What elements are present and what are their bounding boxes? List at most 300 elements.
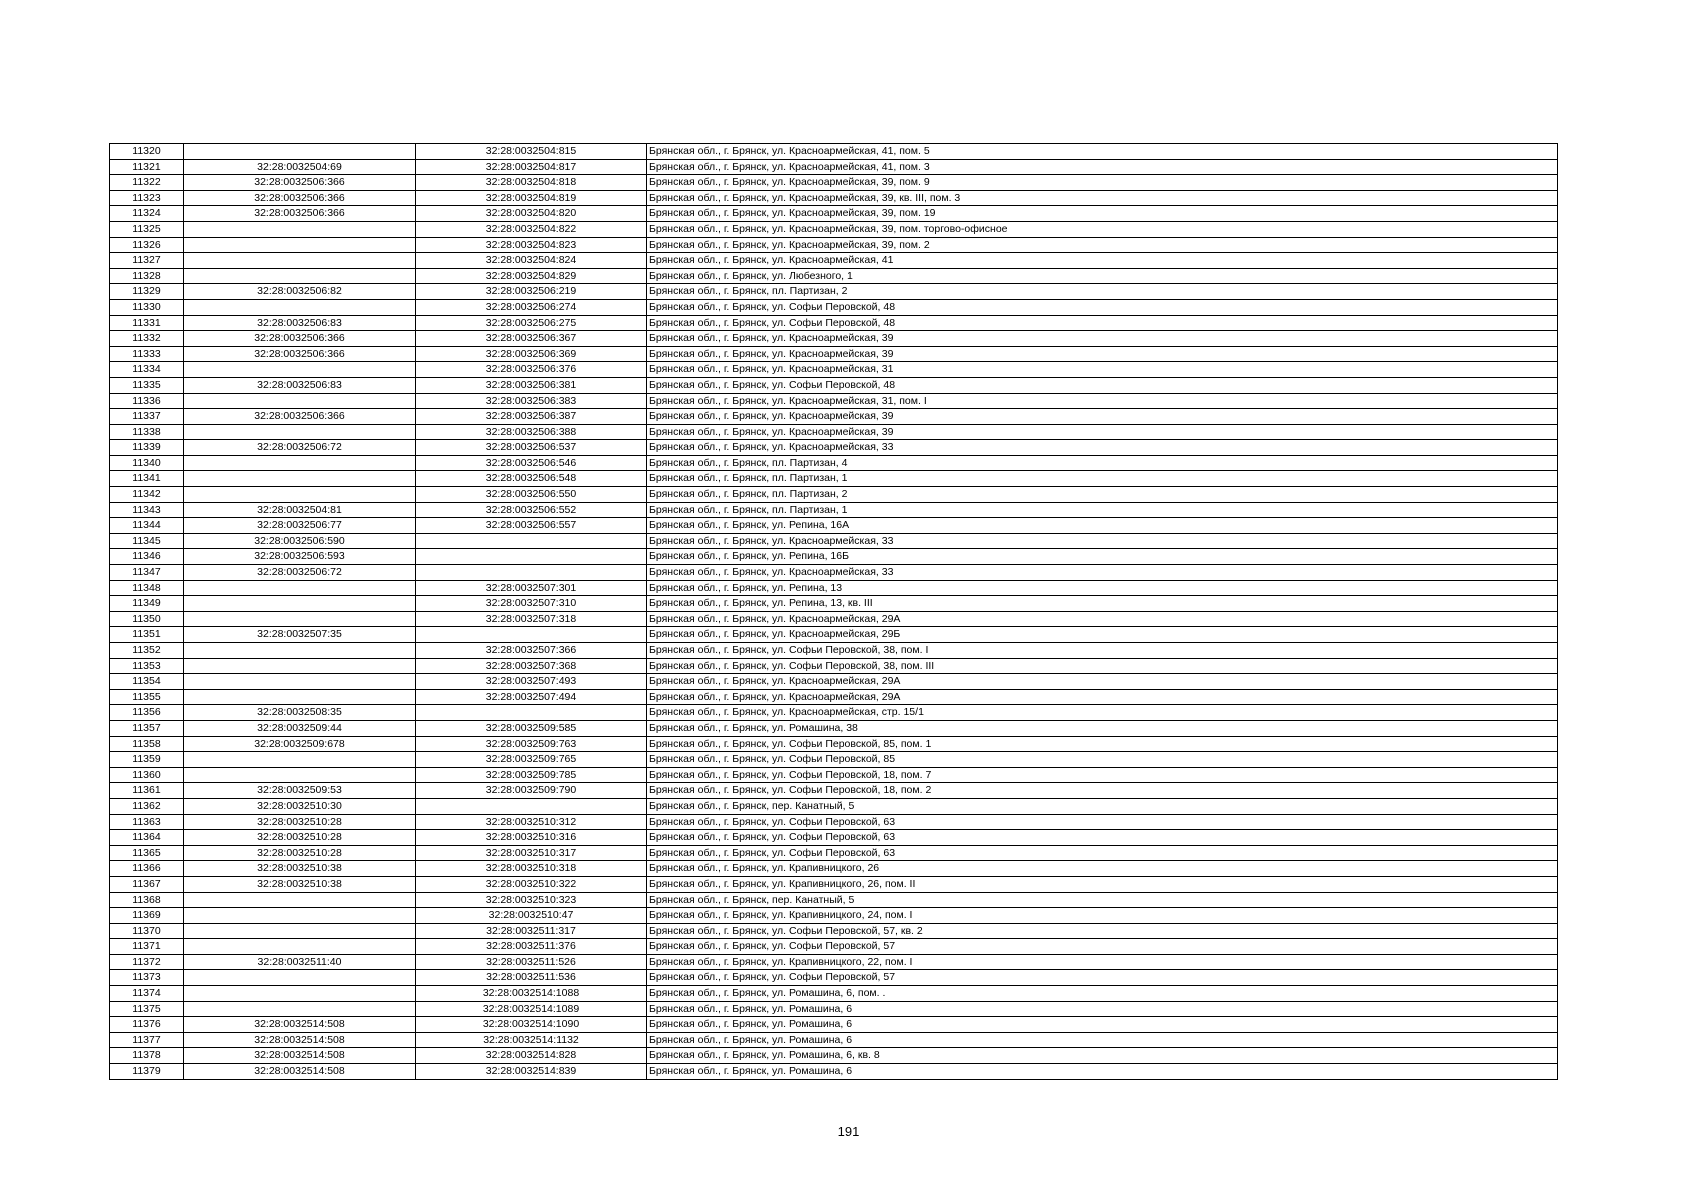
object-cadastral-number-cell: [416, 533, 647, 549]
object-cadastral-number-cell: 32:28:0032509:790: [416, 783, 647, 799]
land-cadastral-number-cell: [184, 596, 416, 612]
table-row: [110, 253, 1558, 269]
address-cell: Брянская обл., г. Брянск, ул. Красноармейская, 33: [647, 565, 1558, 581]
row-number-cell: 11336: [110, 393, 184, 409]
land-cadastral-number-cell: 32:28:0032504:69: [184, 159, 416, 175]
land-cadastral-number-cell: 32:28:0032514:508: [184, 1048, 416, 1064]
land-cadastral-number-cell: [184, 1001, 416, 1017]
table-row: [110, 1064, 1558, 1080]
land-cadastral-number-cell: [184, 767, 416, 783]
object-cadastral-number-cell: 32:28:0032514:828: [416, 1048, 647, 1064]
table-row: [110, 986, 1558, 1002]
address-cell: Брянская обл., г. Брянск, ул. Ромашина, 38: [647, 720, 1558, 736]
row-number-cell: 11342: [110, 487, 184, 503]
row-number-cell: 11369: [110, 908, 184, 924]
row-number-cell: 11345: [110, 533, 184, 549]
object-cadastral-number-cell: 32:28:0032506:274: [416, 299, 647, 315]
object-cadastral-number-cell: 32:28:0032506:376: [416, 362, 647, 378]
object-cadastral-number-cell: 32:28:0032511:376: [416, 939, 647, 955]
object-cadastral-number-cell: [416, 798, 647, 814]
land-cadastral-number-cell: 32:28:0032506:72: [184, 565, 416, 581]
address-cell: Брянская обл., г. Брянск, пл. Партизан, 2: [647, 487, 1558, 503]
address-cell: Брянская обл., г. Брянск, ул. Крапивницкого, 24, пом. I: [647, 908, 1558, 924]
address-cell: Брянская обл., г. Брянск, пл. Партизан, 4: [647, 455, 1558, 471]
table-row: [110, 549, 1558, 565]
table-row: [110, 658, 1558, 674]
land-cadastral-number-cell: [184, 362, 416, 378]
table-row: [110, 643, 1558, 659]
table-row: [110, 923, 1558, 939]
object-cadastral-number-cell: 32:28:0032504:822: [416, 221, 647, 237]
table-row: [110, 1017, 1558, 1033]
land-cadastral-number-cell: [184, 237, 416, 253]
address-cell: Брянская обл., г. Брянск, ул. Софьи Перовской, 48: [647, 377, 1558, 393]
row-number-cell: 11378: [110, 1048, 184, 1064]
address-cell: Брянская обл., г. Брянск, ул. Красноармейская, 29А: [647, 674, 1558, 690]
table-row: [110, 752, 1558, 768]
row-number-cell: 11329: [110, 284, 184, 300]
row-number-cell: 11330: [110, 299, 184, 315]
land-cadastral-number-cell: [184, 221, 416, 237]
object-cadastral-number-cell: 32:28:0032504:818: [416, 175, 647, 191]
table-row: [110, 1048, 1558, 1064]
row-number-cell: 11352: [110, 643, 184, 659]
table-row: [110, 892, 1558, 908]
row-number-cell: 11351: [110, 627, 184, 643]
table-row: [110, 565, 1558, 581]
land-cadastral-number-cell: 32:28:0032504:81: [184, 502, 416, 518]
address-cell: Брянская обл., г. Брянск, ул. Софьи Перовской, 18, пом. 7: [647, 767, 1558, 783]
address-cell: Брянская обл., г. Брянск, ул. Красноармейская, 39: [647, 331, 1558, 347]
row-number-cell: 11321: [110, 159, 184, 175]
land-cadastral-number-cell: 32:28:0032507:35: [184, 627, 416, 643]
address-cell: Брянская обл., г. Брянск, ул. Софьи Перовской, 48: [647, 315, 1558, 331]
table-row: [110, 346, 1558, 362]
address-cell: Брянская обл., г. Брянск, ул. Красноармейская, 39, пом. 19: [647, 206, 1558, 222]
object-cadastral-number-cell: 32:28:0032510:317: [416, 845, 647, 861]
row-number-cell: 11328: [110, 268, 184, 284]
object-cadastral-number-cell: 32:28:0032510:316: [416, 830, 647, 846]
address-cell: Брянская обл., г. Брянск, пер. Канатный, 5: [647, 892, 1558, 908]
address-cell: Брянская обл., г. Брянск, ул. Софьи Перовской, 18, пом. 2: [647, 783, 1558, 799]
row-number-cell: 11362: [110, 798, 184, 814]
address-cell: Брянская обл., г. Брянск, ул. Красноармейская, 39: [647, 424, 1558, 440]
object-cadastral-number-cell: 32:28:0032507:366: [416, 643, 647, 659]
table-row: [110, 611, 1558, 627]
object-cadastral-number-cell: 32:28:0032509:785: [416, 767, 647, 783]
table-row: [110, 939, 1558, 955]
object-cadastral-number-cell: 32:28:0032514:1132: [416, 1032, 647, 1048]
table-row: [110, 954, 1558, 970]
row-number-cell: 11371: [110, 939, 184, 955]
object-cadastral-number-cell: 32:28:0032510:312: [416, 814, 647, 830]
land-cadastral-number-cell: 32:28:0032506:366: [184, 331, 416, 347]
object-cadastral-number-cell: 32:28:0032507:368: [416, 658, 647, 674]
row-number-cell: 11372: [110, 954, 184, 970]
address-cell: Брянская обл., г. Брянск, пл. Партизан, 1: [647, 502, 1558, 518]
land-cadastral-number-cell: 32:28:0032510:28: [184, 814, 416, 830]
address-cell: Брянская обл., г. Брянск, ул. Крапивницкого, 22, пом. I: [647, 954, 1558, 970]
row-number-cell: 11370: [110, 923, 184, 939]
row-number-cell: 11340: [110, 455, 184, 471]
land-cadastral-number-cell: 32:28:0032510:28: [184, 830, 416, 846]
land-cadastral-number-cell: 32:28:0032506:366: [184, 175, 416, 191]
object-cadastral-number-cell: 32:28:0032504:824: [416, 253, 647, 269]
table-row: [110, 1001, 1558, 1017]
row-number-cell: 11333: [110, 346, 184, 362]
table-row: [110, 206, 1558, 222]
land-cadastral-number-cell: 32:28:0032508:35: [184, 705, 416, 721]
table-row: [110, 299, 1558, 315]
row-number-cell: 11368: [110, 892, 184, 908]
table-row: [110, 159, 1558, 175]
land-cadastral-number-cell: 32:28:0032510:30: [184, 798, 416, 814]
row-number-cell: 11366: [110, 861, 184, 877]
object-cadastral-number-cell: 32:28:0032510:322: [416, 876, 647, 892]
row-number-cell: 11356: [110, 705, 184, 721]
table-row: [110, 861, 1558, 877]
land-cadastral-number-cell: 32:28:0032506:83: [184, 377, 416, 393]
row-number-cell: 11332: [110, 331, 184, 347]
land-cadastral-number-cell: [184, 939, 416, 955]
land-cadastral-number-cell: 32:28:0032506:83: [184, 315, 416, 331]
address-cell: Брянская обл., г. Брянск, ул. Красноармейская, 39, пом. 9: [647, 175, 1558, 191]
object-cadastral-number-cell: 32:28:0032511:526: [416, 954, 647, 970]
address-cell: Брянская обл., г. Брянск, ул. Софьи Перовской, 38, пом. III: [647, 658, 1558, 674]
table-row: [110, 268, 1558, 284]
row-number-cell: 11334: [110, 362, 184, 378]
table-row: [110, 424, 1558, 440]
land-cadastral-number-cell: [184, 471, 416, 487]
row-number-cell: 11322: [110, 175, 184, 191]
land-cadastral-number-cell: 32:28:0032506:590: [184, 533, 416, 549]
table-row: [110, 845, 1558, 861]
object-cadastral-number-cell: [416, 705, 647, 721]
object-cadastral-number-cell: 32:28:0032506:367: [416, 331, 647, 347]
row-number-cell: 11359: [110, 752, 184, 768]
object-cadastral-number-cell: 32:28:0032510:323: [416, 892, 647, 908]
row-number-cell: 11361: [110, 783, 184, 799]
land-cadastral-number-cell: 32:28:0032506:82: [184, 284, 416, 300]
table-row: [110, 331, 1558, 347]
table-row: [110, 908, 1558, 924]
table-row: [110, 798, 1558, 814]
table-row: [110, 970, 1558, 986]
table-row: [110, 1032, 1558, 1048]
object-cadastral-number-cell: 32:28:0032506:546: [416, 455, 647, 471]
row-number-cell: 11346: [110, 549, 184, 565]
address-cell: Брянская обл., г. Брянск, ул. Красноармейская, 33: [647, 533, 1558, 549]
land-cadastral-number-cell: [184, 393, 416, 409]
row-number-cell: 11335: [110, 377, 184, 393]
object-cadastral-number-cell: 32:28:0032506:219: [416, 284, 647, 300]
address-cell: Брянская обл., г. Брянск, ул. Красноармейская, 29Б: [647, 627, 1558, 643]
land-cadastral-number-cell: [184, 908, 416, 924]
address-cell: Брянская обл., г. Брянск, ул. Софьи Перовской, 38, пом. I: [647, 643, 1558, 659]
object-cadastral-number-cell: 32:28:0032504:820: [416, 206, 647, 222]
land-cadastral-number-cell: [184, 658, 416, 674]
table-row: [110, 736, 1558, 752]
object-cadastral-number-cell: 32:28:0032506:369: [416, 346, 647, 362]
object-cadastral-number-cell: 32:28:0032504:819: [416, 190, 647, 206]
address-cell: Брянская обл., г. Брянск, ул. Ромашина, 6: [647, 1032, 1558, 1048]
address-cell: Брянская обл., г. Брянск, ул. Красноармейская, 41: [647, 253, 1558, 269]
address-cell: Брянская обл., г. Брянск, ул. Софьи Перовской, 48: [647, 299, 1558, 315]
address-cell: Брянская обл., г. Брянск, ул. Красноармейская, 31: [647, 362, 1558, 378]
object-cadastral-number-cell: 32:28:0032504:823: [416, 237, 647, 253]
address-cell: Брянская обл., г. Брянск, ул. Красноармейская, 31, пом. I: [647, 393, 1558, 409]
row-number-cell: 11375: [110, 1001, 184, 1017]
address-cell: Брянская обл., г. Брянск, ул. Софьи Перовской, 63: [647, 814, 1558, 830]
land-cadastral-number-cell: 32:28:0032510:28: [184, 845, 416, 861]
land-cadastral-number-cell: 32:28:0032514:508: [184, 1064, 416, 1080]
land-cadastral-number-cell: [184, 144, 416, 160]
table-row: [110, 221, 1558, 237]
address-cell: Брянская обл., г. Брянск, ул. Красноармейская, 39, пом. 2: [647, 237, 1558, 253]
object-cadastral-number-cell: 32:28:0032507:494: [416, 689, 647, 705]
land-cadastral-number-cell: 32:28:0032510:38: [184, 876, 416, 892]
row-number-cell: 11355: [110, 689, 184, 705]
object-cadastral-number-cell: 32:28:0032514:1088: [416, 986, 647, 1002]
object-cadastral-number-cell: 32:28:0032509:763: [416, 736, 647, 752]
object-cadastral-number-cell: 32:28:0032507:493: [416, 674, 647, 690]
row-number-cell: 11364: [110, 830, 184, 846]
row-number-cell: 11341: [110, 471, 184, 487]
table-row: [110, 144, 1558, 160]
table-row: [110, 409, 1558, 425]
row-number-cell: 11337: [110, 409, 184, 425]
object-cadastral-number-cell: 32:28:0032510:318: [416, 861, 647, 877]
object-cadastral-number-cell: 32:28:0032514:1089: [416, 1001, 647, 1017]
row-number-cell: 11365: [110, 845, 184, 861]
table-row: [110, 720, 1558, 736]
object-cadastral-number-cell: 32:28:0032506:275: [416, 315, 647, 331]
address-cell: Брянская обл., г. Брянск, ул. Репина, 16Б: [647, 549, 1558, 565]
table-row: [110, 455, 1558, 471]
address-cell: Брянская обл., г. Брянск, ул. Красноармейская, стр. 15/1: [647, 705, 1558, 721]
row-number-cell: 11373: [110, 970, 184, 986]
row-number-cell: 11326: [110, 237, 184, 253]
object-cadastral-number-cell: 32:28:0032506:552: [416, 502, 647, 518]
table-row: [110, 175, 1558, 191]
address-cell: Брянская обл., г. Брянск, ул. Репина, 16А: [647, 518, 1558, 534]
object-cadastral-number-cell: 32:28:0032510:47: [416, 908, 647, 924]
row-number-cell: 11349: [110, 596, 184, 612]
table-row: [110, 767, 1558, 783]
land-cadastral-number-cell: 32:28:0032506:593: [184, 549, 416, 565]
table-row: [110, 596, 1558, 612]
table-row: [110, 190, 1558, 206]
object-cadastral-number-cell: 32:28:0032506:557: [416, 518, 647, 534]
address-cell: Брянская обл., г. Брянск, ул. Репина, 13: [647, 580, 1558, 596]
row-number-cell: 11344: [110, 518, 184, 534]
land-cadastral-number-cell: 32:28:0032506:366: [184, 206, 416, 222]
object-cadastral-number-cell: 32:28:0032509:585: [416, 720, 647, 736]
object-cadastral-number-cell: 32:28:0032506:550: [416, 487, 647, 503]
land-cadastral-number-cell: [184, 892, 416, 908]
land-cadastral-number-cell: 32:28:0032511:40: [184, 954, 416, 970]
row-number-cell: 11347: [110, 565, 184, 581]
table-row: [110, 471, 1558, 487]
land-cadastral-number-cell: [184, 268, 416, 284]
land-cadastral-number-cell: [184, 611, 416, 627]
row-number-cell: 11320: [110, 144, 184, 160]
land-cadastral-number-cell: [184, 643, 416, 659]
object-cadastral-number-cell: 32:28:0032506:381: [416, 377, 647, 393]
table-row: [110, 830, 1558, 846]
address-cell: Брянская обл., г. Брянск, ул. Красноармейская, 39: [647, 409, 1558, 425]
address-cell: Брянская обл., г. Брянск, ул. Крапивницкого, 26, пом. II: [647, 876, 1558, 892]
object-cadastral-number-cell: 32:28:0032506:537: [416, 440, 647, 456]
land-cadastral-number-cell: 32:28:0032514:508: [184, 1032, 416, 1048]
row-number-cell: 11357: [110, 720, 184, 736]
land-cadastral-number-cell: [184, 752, 416, 768]
land-cadastral-number-cell: [184, 253, 416, 269]
land-cadastral-number-cell: 32:28:0032506:366: [184, 409, 416, 425]
object-cadastral-number-cell: 32:28:0032507:310: [416, 596, 647, 612]
row-number-cell: 11360: [110, 767, 184, 783]
object-cadastral-number-cell: 32:28:0032507:318: [416, 611, 647, 627]
row-number-cell: 11379: [110, 1064, 184, 1080]
land-cadastral-number-cell: [184, 487, 416, 503]
land-cadastral-number-cell: 32:28:0032506:77: [184, 518, 416, 534]
land-cadastral-number-cell: [184, 580, 416, 596]
table-row: [110, 705, 1558, 721]
table-row: [110, 580, 1558, 596]
land-cadastral-number-cell: [184, 923, 416, 939]
address-cell: Брянская обл., г. Брянск, ул. Красноармейская, 29А: [647, 689, 1558, 705]
address-cell: Брянская обл., г. Брянск, ул. Софьи Перовской, 63: [647, 845, 1558, 861]
object-cadastral-number-cell: 32:28:0032504:815: [416, 144, 647, 160]
address-cell: Брянская обл., г. Брянск, ул. Софьи Перовской, 85: [647, 752, 1558, 768]
table-row: [110, 362, 1558, 378]
table-row: [110, 284, 1558, 300]
row-number-cell: 11376: [110, 1017, 184, 1033]
object-cadastral-number-cell: 32:28:0032511:536: [416, 970, 647, 986]
object-cadastral-number-cell: [416, 549, 647, 565]
table-row: [110, 876, 1558, 892]
table-row: [110, 689, 1558, 705]
table-row: [110, 487, 1558, 503]
row-number-cell: 11363: [110, 814, 184, 830]
land-cadastral-number-cell: [184, 424, 416, 440]
address-cell: Брянская обл., г. Брянск, ул. Ромашина, 6, кв. 8: [647, 1048, 1558, 1064]
object-cadastral-number-cell: [416, 565, 647, 581]
address-cell: Брянская обл., г. Брянск, ул. Красноармейская, 39, пом. торгово-офисное: [647, 221, 1558, 237]
land-cadastral-number-cell: 32:28:0032506:72: [184, 440, 416, 456]
registry-table: [109, 143, 1558, 1080]
table-row: [110, 627, 1558, 643]
row-number-cell: 11323: [110, 190, 184, 206]
address-cell: Брянская обл., г. Брянск, ул. Красноармейская, 39, кв. III, пом. 3: [647, 190, 1558, 206]
object-cadastral-number-cell: 32:28:0032506:388: [416, 424, 647, 440]
address-cell: Брянская обл., г. Брянск, ул. Красноармейская, 33: [647, 440, 1558, 456]
row-number-cell: 11377: [110, 1032, 184, 1048]
table-row: [110, 315, 1558, 331]
address-cell: Брянская обл., г. Брянск, ул. Софьи Перовской, 57: [647, 939, 1558, 955]
address-cell: Брянская обл., г. Брянск, ул. Репина, 13, кв. III: [647, 596, 1558, 612]
table-row: [110, 440, 1558, 456]
object-cadastral-number-cell: [416, 627, 647, 643]
row-number-cell: 11353: [110, 658, 184, 674]
row-number-cell: 11348: [110, 580, 184, 596]
row-number-cell: 11374: [110, 986, 184, 1002]
address-cell: Брянская обл., г. Брянск, ул. Ромашина, 6: [647, 1001, 1558, 1017]
table-row: [110, 393, 1558, 409]
object-cadastral-number-cell: 32:28:0032511:317: [416, 923, 647, 939]
table-row: [110, 518, 1558, 534]
address-cell: Брянская обл., г. Брянск, ул. Софьи Перовской, 85, пом. 1: [647, 736, 1558, 752]
page-number: 191: [837, 1124, 860, 1139]
address-cell: Брянская обл., г. Брянск, пер. Канатный, 5: [647, 798, 1558, 814]
address-cell: Брянская обл., г. Брянск, ул. Красноармейская, 41, пом. 3: [647, 159, 1558, 175]
row-number-cell: 11358: [110, 736, 184, 752]
object-cadastral-number-cell: 32:28:0032509:765: [416, 752, 647, 768]
table-row: [110, 814, 1558, 830]
address-cell: Брянская обл., г. Брянск, ул. Ромашина, 6, пом. .: [647, 986, 1558, 1002]
address-cell: Брянская обл., г. Брянск, ул. Софьи Перовской, 57: [647, 970, 1558, 986]
row-number-cell: 11343: [110, 502, 184, 518]
land-cadastral-number-cell: 32:28:0032506:366: [184, 190, 416, 206]
row-number-cell: 11325: [110, 221, 184, 237]
land-cadastral-number-cell: 32:28:0032506:366: [184, 346, 416, 362]
land-cadastral-number-cell: [184, 299, 416, 315]
row-number-cell: 11331: [110, 315, 184, 331]
row-number-cell: 11350: [110, 611, 184, 627]
address-cell: Брянская обл., г. Брянск, пл. Партизан, 1: [647, 471, 1558, 487]
address-cell: Брянская обл., г. Брянск, ул. Софьи Перовской, 57, кв. 2: [647, 923, 1558, 939]
address-cell: Брянская обл., г. Брянск, ул. Софьи Перовской, 63: [647, 830, 1558, 846]
table-row: [110, 237, 1558, 253]
row-number-cell: 11338: [110, 424, 184, 440]
table-row: [110, 533, 1558, 549]
table-row: [110, 674, 1558, 690]
row-number-cell: 11324: [110, 206, 184, 222]
land-cadastral-number-cell: 32:28:0032509:678: [184, 736, 416, 752]
land-cadastral-number-cell: [184, 970, 416, 986]
row-number-cell: 11339: [110, 440, 184, 456]
registry-table-body: [110, 144, 1558, 1080]
land-cadastral-number-cell: [184, 986, 416, 1002]
table-row: [110, 377, 1558, 393]
table-row: [110, 502, 1558, 518]
row-number-cell: 11354: [110, 674, 184, 690]
land-cadastral-number-cell: [184, 689, 416, 705]
object-cadastral-number-cell: 32:28:0032506:387: [416, 409, 647, 425]
object-cadastral-number-cell: 32:28:0032506:383: [416, 393, 647, 409]
object-cadastral-number-cell: 32:28:0032504:829: [416, 268, 647, 284]
land-cadastral-number-cell: [184, 455, 416, 471]
object-cadastral-number-cell: 32:28:0032506:548: [416, 471, 647, 487]
land-cadastral-number-cell: 32:28:0032509:53: [184, 783, 416, 799]
address-cell: Брянская обл., г. Брянск, ул. Любезного, 1: [647, 268, 1558, 284]
address-cell: Брянская обл., г. Брянск, ул. Крапивницкого, 26: [647, 861, 1558, 877]
address-cell: Брянская обл., г. Брянск, ул. Красноармейская, 39: [647, 346, 1558, 362]
land-cadastral-number-cell: 32:28:0032510:38: [184, 861, 416, 877]
address-cell: Брянская обл., г. Брянск, ул. Красноармейская, 29А: [647, 611, 1558, 627]
row-number-cell: 11367: [110, 876, 184, 892]
object-cadastral-number-cell: 32:28:0032507:301: [416, 580, 647, 596]
row-number-cell: 11327: [110, 253, 184, 269]
object-cadastral-number-cell: 32:28:0032514:839: [416, 1064, 647, 1080]
address-cell: Брянская обл., г. Брянск, ул. Ромашина, 6: [647, 1064, 1558, 1080]
address-cell: Брянская обл., г. Брянск, ул. Красноармейская, 41, пом. 5: [647, 144, 1558, 160]
object-cadastral-number-cell: 32:28:0032514:1090: [416, 1017, 647, 1033]
object-cadastral-number-cell: 32:28:0032504:817: [416, 159, 647, 175]
address-cell: Брянская обл., г. Брянск, пл. Партизан, 2: [647, 284, 1558, 300]
address-cell: Брянская обл., г. Брянск, ул. Ромашина, 6: [647, 1017, 1558, 1033]
land-cadastral-number-cell: 32:28:0032509:44: [184, 720, 416, 736]
